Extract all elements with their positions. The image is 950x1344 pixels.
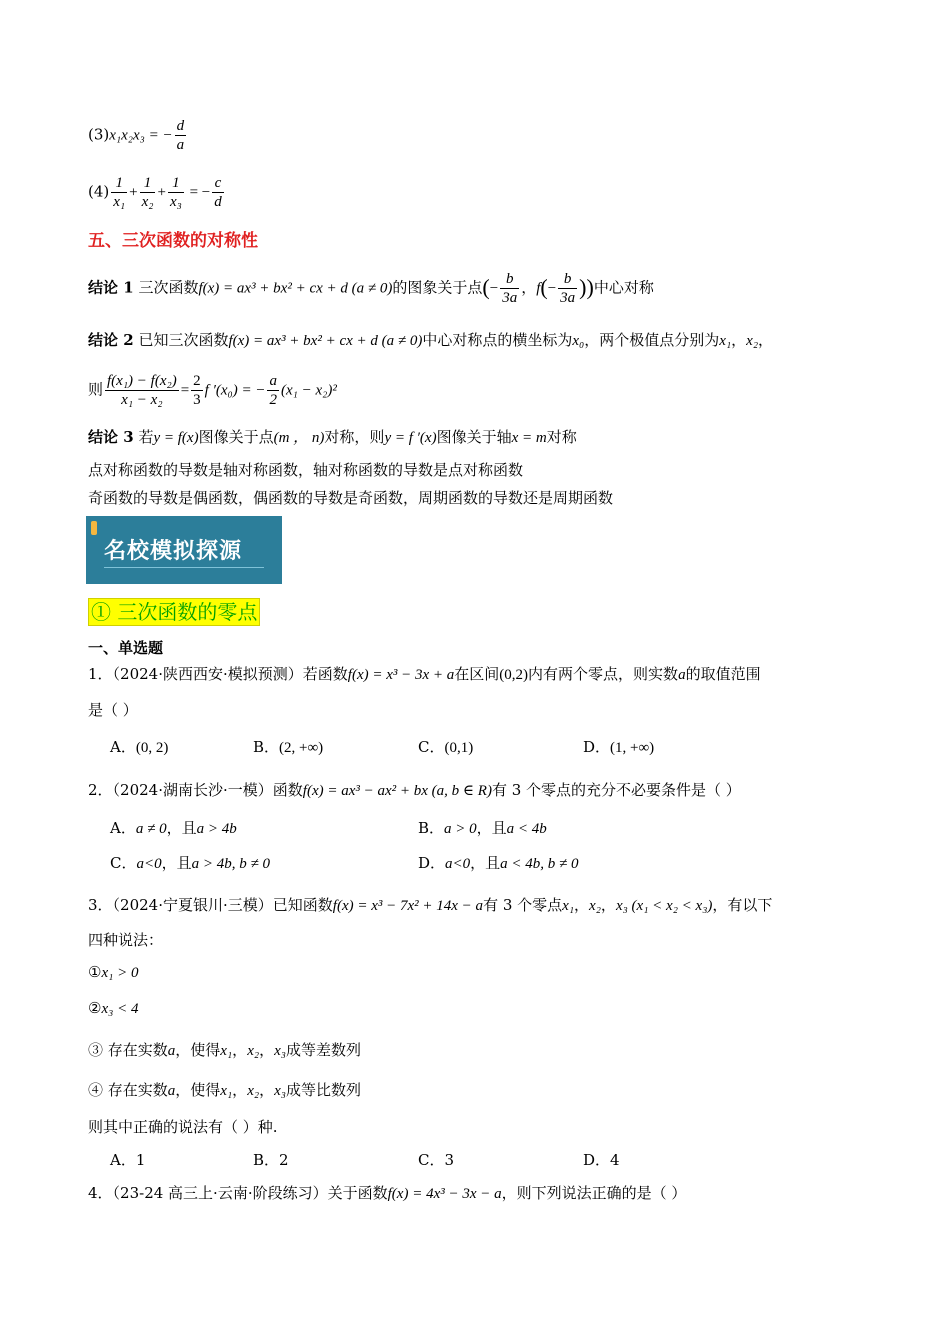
text: 已知三次函数: [138, 331, 229, 349]
text: ，使得: [175, 1041, 221, 1059]
variable: a: [167, 1043, 176, 1059]
q1-option-c[interactable]: [418, 737, 473, 758]
text: ，且: [166, 819, 197, 837]
denominator: x₁: [113, 194, 126, 210]
text: 关于函数: [327, 1184, 388, 1202]
formula: y = f(x): [153, 430, 199, 446]
text: 图像关于点: [198, 428, 274, 446]
text: 对称: [546, 428, 577, 446]
text: 图像关于轴: [436, 428, 512, 446]
conclusion-label: 结论 2: [88, 331, 134, 349]
text: ④ 存在实数: [88, 1081, 168, 1099]
question-3-line2: 四种说法：: [88, 931, 164, 949]
formula: (0,2): [499, 667, 529, 683]
formula: x₃ (x₁ < x₂ < x₃): [615, 898, 713, 914]
option-label: B．: [253, 1151, 280, 1169]
text: 有 3 个零点: [483, 896, 563, 914]
fraction: [191, 372, 203, 409]
denominator: d: [214, 194, 222, 210]
conclusion-3: [88, 427, 577, 448]
text: 在区间: [454, 665, 500, 683]
banner-underline: [104, 567, 264, 568]
option-label: A．: [110, 738, 136, 756]
separator: ，: [259, 1041, 275, 1059]
numerator: 2: [193, 373, 201, 389]
question-type-heading: 一、单选题: [88, 639, 164, 657]
denominator: x₁ − x₂: [121, 392, 163, 408]
option-label: B．: [418, 819, 445, 837]
option-value: 2: [279, 1151, 289, 1169]
q2-option-b[interactable]: [418, 818, 547, 839]
var-x1: x₁: [220, 1083, 233, 1099]
condition: a ≠ 0: [135, 821, 167, 837]
text: 则: [88, 380, 104, 399]
var-x2: x₂: [247, 1083, 260, 1099]
formula-label: (3): [88, 125, 110, 144]
separator: ，: [574, 896, 590, 914]
denominator: 3a: [560, 290, 576, 306]
formula: f(x) = ax³ + bx² + cx + d (a ≠ 0): [198, 280, 393, 297]
numerator: f(x₁) − f(x₂): [107, 373, 177, 389]
var-x1: x₁: [562, 898, 575, 914]
text: 有 3 个零点的充分不必要条件是（ ）: [491, 781, 741, 799]
fraction: [558, 270, 577, 307]
separator: ，: [232, 1081, 248, 1099]
fraction: [168, 174, 184, 211]
option-label: C．: [418, 738, 445, 756]
text: 已知函数: [272, 896, 333, 914]
text: ，且: [161, 854, 192, 872]
q1-option-b[interactable]: [253, 737, 323, 758]
var-x1: x₁: [719, 333, 732, 349]
q2-option-a[interactable]: [110, 818, 237, 839]
question-source: （2024·陕西西安·模拟预测）: [112, 665, 303, 683]
question-source: （2024·宁夏银川·三模）: [112, 896, 273, 914]
question-source: （2024·湖南长沙·一模）: [112, 781, 273, 799]
option-label: A．: [110, 1151, 136, 1169]
q3-option-a[interactable]: [110, 1150, 145, 1170]
question-number: 3．: [88, 896, 113, 914]
separator: ，: [259, 1081, 275, 1099]
formula: (x₁ − x₂)²: [280, 382, 337, 399]
var-x3: x₃: [274, 1083, 286, 1099]
numerator: b: [500, 270, 519, 289]
separator: ，: [232, 1041, 248, 1059]
numerator: c: [212, 174, 224, 193]
statement-marker: ①: [88, 963, 102, 981]
question-number: 2．: [88, 781, 113, 799]
option-value: (1, +∞): [610, 740, 655, 756]
option-value: (0,1): [444, 740, 474, 756]
option-value: (2, +∞): [279, 740, 324, 756]
q2-option-d[interactable]: [418, 853, 579, 874]
denominator: 2: [269, 392, 277, 408]
statement-1: [88, 962, 138, 983]
statement-3: [88, 1040, 361, 1061]
q2-option-c[interactable]: [110, 853, 270, 874]
topic-highlight: ① 三次函数的零点: [88, 598, 260, 626]
formula-label: (4): [88, 182, 110, 201]
question-number: 1．: [88, 665, 113, 683]
condition: a < 4b, b ≠ 0: [500, 856, 579, 872]
denominator: 3: [193, 392, 201, 408]
formula: (m ， n): [273, 430, 325, 446]
formula-3: [88, 117, 188, 154]
variable: a: [167, 1083, 176, 1099]
numerator: 1: [111, 174, 127, 193]
question-3-prompt: 则其中正确的说法有（ ）种.: [88, 1118, 278, 1136]
fraction: [111, 174, 127, 211]
conclusion-label: 结论 3: [88, 428, 134, 446]
fraction: [175, 117, 187, 154]
formula: f(x) = x³ − 3x + a: [347, 667, 455, 683]
conclusion-2: [88, 330, 773, 351]
fraction: [140, 174, 156, 211]
condition: a<0: [136, 856, 162, 872]
statement-2: [88, 998, 138, 1019]
note-2: 奇函数的导数是偶函数，偶函数的导数是奇函数，周期函数的导数还是周期函数: [88, 489, 614, 507]
q3-option-b[interactable]: [253, 1150, 289, 1170]
text: 的取值范围: [685, 665, 761, 683]
numerator: d: [176, 118, 185, 134]
var-x1: x₁: [220, 1043, 233, 1059]
option-label: B．: [253, 738, 280, 756]
question-1: [88, 664, 761, 685]
option-value: 3: [444, 1151, 455, 1169]
separator: ，: [731, 331, 747, 349]
condition: a < 4b: [506, 821, 547, 837]
denominator: x₃: [169, 194, 182, 210]
q1-option-d[interactable]: [583, 737, 654, 758]
formula-4: (4) $\frac{1}{\text{x₁}}$ + $\frac{1}{\text{x₂}}$ + $\frac{1}{\text{x₃}}$ = − $\frac{c}{d}$: [88, 175, 222, 210]
text: 中心对称点的横坐标为: [422, 331, 573, 349]
condition: a > 4b, b ≠ 0: [191, 856, 270, 872]
statement-4: [88, 1080, 361, 1101]
formula-lhs: x₁x₂x₃ = −: [109, 127, 173, 144]
text: ，且: [470, 854, 501, 872]
formula: y = f ′(x): [384, 430, 437, 446]
banner-accent: [91, 521, 97, 535]
statement-marker: ②: [88, 999, 102, 1017]
var-x0: x₀: [572, 333, 585, 349]
text: ，则下列说法正确的是（ ）: [501, 1184, 687, 1202]
fraction: [500, 270, 519, 307]
option-label: D．: [418, 854, 446, 872]
conclusion-label: 结论 1: [88, 278, 134, 297]
var-x2: x₂: [247, 1043, 260, 1059]
text: ，有以下: [712, 896, 773, 914]
numerator: a: [269, 373, 277, 389]
numerator: b: [558, 270, 577, 289]
var-x3: x₃: [274, 1043, 286, 1059]
question-3: [88, 895, 772, 916]
question-number: 4．: [88, 1184, 113, 1202]
q3-option-d[interactable]: [583, 1150, 620, 1170]
var-x2: x₂: [589, 898, 601, 914]
conclusion-1: 结论 1 三次函数f(x) = ax³ + bx² + cx + d (a ≠ 0)的图象关于点(− $\frac{b}{3a}$ ，f(− $\frac{b}{3a}$ ))中心对称: [88, 271, 654, 306]
question-4: [88, 1183, 686, 1204]
condition: a > 4b: [196, 821, 237, 837]
formula: f ′(x₀) = −: [204, 382, 266, 399]
text: 若函数: [302, 665, 348, 683]
condition: a<0: [445, 856, 471, 872]
variable: a: [678, 667, 686, 683]
formula: f(x) = x³ − 7x² + 14x − a: [332, 898, 484, 914]
question-1-line2: 是（ ）: [88, 701, 138, 719]
q1-option-a[interactable]: [110, 737, 168, 758]
text: 成等差数列: [285, 1041, 361, 1059]
text: 三次函数: [138, 278, 199, 297]
banner-title: 名校模拟探源: [104, 539, 243, 564]
note-1: 点对称函数的导数是轴对称函数，轴对称函数的导数是点对称函数: [88, 461, 524, 479]
formula: x₁ > 0: [101, 965, 139, 981]
formula: x₃ < 4: [101, 1001, 139, 1017]
separator: ，: [600, 896, 616, 914]
numerator: 1: [140, 174, 156, 193]
denominator: a: [176, 137, 185, 153]
text: 函数: [272, 781, 303, 799]
text: 的图象关于点: [392, 278, 483, 297]
question-source: （23-24 高三上·云南·阶段练习）: [112, 1184, 328, 1202]
denominator: 3a: [502, 290, 518, 306]
fraction: [267, 372, 279, 409]
text: ③ 存在实数: [88, 1041, 168, 1059]
text: ，且: [476, 819, 507, 837]
option-label: A．: [110, 819, 136, 837]
section-banner: [86, 516, 282, 584]
section-heading: 五、三次函数的对称性: [88, 231, 258, 251]
text: 内有两个零点，则实数: [528, 665, 679, 683]
text: 对称，则: [324, 428, 385, 446]
question-2: [88, 780, 741, 801]
option-value: (0, 2): [135, 740, 169, 756]
fraction: [212, 174, 224, 211]
option-value: 1: [135, 1151, 146, 1169]
text: 成等比数列: [285, 1081, 361, 1099]
condition: a > 0: [444, 821, 477, 837]
text: ，两个极值点分别为: [584, 331, 720, 349]
formula: f(x) = ax³ − ax² + bx (a, b ∈ R): [302, 783, 492, 799]
option-label: D．: [583, 1151, 611, 1169]
separator: ，: [758, 331, 774, 349]
formula: f(x) = 4x³ − 3x − a: [387, 1186, 502, 1202]
fraction: [105, 372, 179, 409]
var-x2: x₂: [746, 333, 759, 349]
denominator: x₂: [141, 194, 154, 210]
formula: f(x) = ax³ + bx² + cx + d (a ≠ 0): [228, 333, 423, 349]
conclusion-2-formula: 则 $\frac{\text{f(x₁) − f(x₂)}}{\text{x₁ − x₂}}$ = $\frac{2}{3}$ f ′(x₀) = − $\frac{a}{2}$ (x₁ − x₂)²: [88, 373, 337, 408]
text: 若: [138, 428, 154, 446]
text: 中心对称: [593, 278, 654, 297]
option-value: 4: [610, 1151, 620, 1169]
q3-option-c[interactable]: [418, 1150, 454, 1170]
formula: x = m: [511, 430, 547, 446]
option-label: D．: [583, 738, 611, 756]
option-label: C．: [110, 854, 137, 872]
option-label: C．: [418, 1151, 445, 1169]
text: ，使得: [175, 1081, 221, 1099]
numerator: 1: [168, 174, 184, 193]
